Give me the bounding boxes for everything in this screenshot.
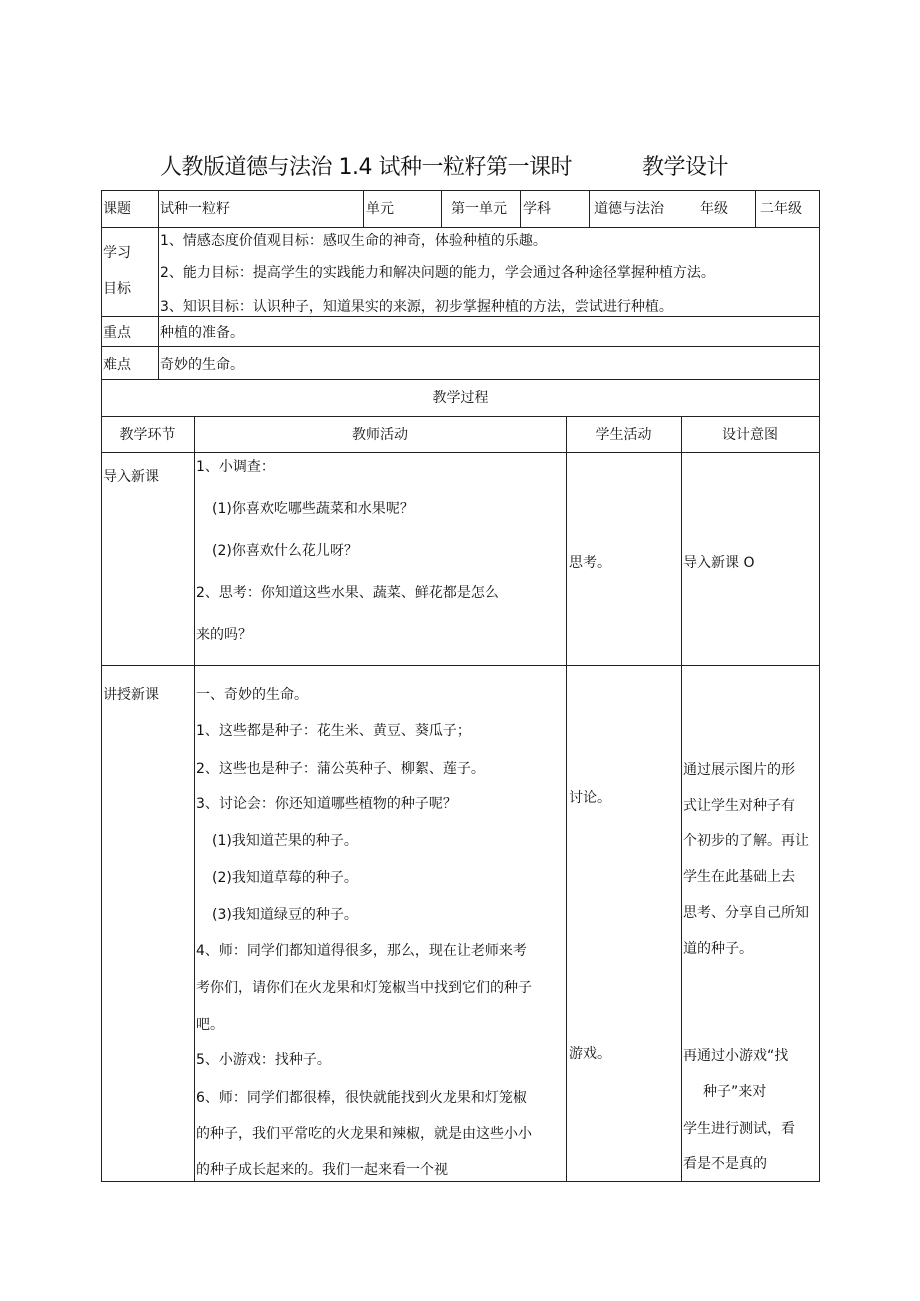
document-title xyxy=(160,150,728,181)
lesson-teacher-line: 的种子成长起来的。我们一起来看一个视 xyxy=(196,1162,448,1178)
lesson-teacher-line: 吧。 xyxy=(196,1017,224,1033)
grade-label: 年级 xyxy=(700,201,728,217)
lesson-teacher-line: 一、奇妙的生命。 xyxy=(196,687,308,703)
lesson-teacher-line: (2)我知道草莓的种子。 xyxy=(212,870,358,886)
column-header-teacher: 教师活动 xyxy=(352,427,408,443)
lesson-intent-line: 再通过小游戏“找 xyxy=(683,1048,789,1064)
lesson-intent-line: 种子”来对 xyxy=(703,1084,767,1100)
topic-label: 课题 xyxy=(103,201,131,217)
lesson-intent-line: 个初步的了解。再让 xyxy=(683,833,809,849)
new-lesson-stage: 讲授新课 xyxy=(103,687,159,703)
intro-teacher-line: (1)你喜欢吃哪些蔬菜和水果呢？ xyxy=(212,501,414,517)
grade-value: 二年级 xyxy=(760,201,802,217)
unit-label: 单元 xyxy=(366,201,394,217)
lesson-teacher-line: 5、小游戏：找种子。 xyxy=(196,1052,331,1068)
unit-value: 第一单元 xyxy=(451,201,507,217)
goals-label-line1: 学习 xyxy=(103,245,131,261)
goal-item: 1、情感态度价值观目标：感叹生命的神奇，体验种植的乐趣。 xyxy=(160,233,547,249)
intro-stage: 导入新课 xyxy=(103,469,159,485)
title-suffix: 教学设计 xyxy=(641,155,728,180)
lesson-intent-line: 学生在此基础上去 xyxy=(683,869,795,885)
intro-student: 思考。 xyxy=(569,555,611,571)
intro-teacher-line: (2)你喜欢什么花儿呀？ xyxy=(212,543,358,559)
lesson-intent-line: 式让学生对种子有 xyxy=(683,798,795,814)
lesson-teacher-line: 考你们，请你们在火龙果和灯笼椒当中找到它们的种子 xyxy=(196,980,532,996)
column-header-stage: 教学环节 xyxy=(119,427,176,443)
difficulty-label: 难点 xyxy=(103,357,131,373)
process-heading: 教学过程 xyxy=(432,390,489,406)
intro-teacher-line: 1、小调查： xyxy=(196,459,275,475)
lesson-intent-line: 学生进行测试，看 xyxy=(683,1121,795,1137)
lesson-student-game: 游戏。 xyxy=(569,1046,611,1062)
intro-intent: 导入新课 O xyxy=(683,555,755,571)
lesson-intent-line: 道的种子。 xyxy=(683,941,753,957)
column-header-student: 学生活动 xyxy=(595,427,652,443)
lesson-intent-line: 通过展示图片的形 xyxy=(683,762,795,778)
intro-teacher-line: 2、思考：你知道这些水果、蔬菜、鲜花都是怎么 xyxy=(196,585,499,601)
lesson-intent-line: 思考、分享自己所知 xyxy=(683,905,809,921)
lesson-teacher-line: 的种子，我们平常吃的火龙果和辣椒，就是由这些小小 xyxy=(196,1126,532,1142)
topic-value: 试种一粒籽 xyxy=(160,201,230,217)
lesson-teacher-line: 6、师：同学们都很棒，很快就能找到火龙果和灯笼椒 xyxy=(196,1090,527,1106)
title-main: 人教版道德与法治 1.4 试种一粒籽第一课时 xyxy=(160,155,572,180)
lesson-teacher-line: 1、这些都是种子：花生米、黄豆、葵瓜子； xyxy=(196,723,471,739)
intro-teacher-line: 来的吗？ xyxy=(196,627,252,643)
goals-label-line2: 目标 xyxy=(103,281,131,297)
key-point-value: 种植的准备。 xyxy=(160,325,244,341)
lesson-intent-line: 看是不是真的 xyxy=(683,1156,767,1172)
goal-item: 2、能力目标：提高学生的实践能力和解决问题的能力，学会通过各种途径掌握种植方法。 xyxy=(160,265,715,281)
lesson-teacher-line: (3)我知道绿豆的种子。 xyxy=(212,907,358,923)
subject-label: 学科 xyxy=(523,201,551,217)
difficulty-value: 奇妙的生命。 xyxy=(160,357,244,373)
lesson-teacher-line: 3、讨论会：你还知道哪些植物的种子呢？ xyxy=(196,796,457,812)
column-header-intent: 设计意图 xyxy=(722,427,778,443)
lesson-teacher-line: 4、师：同学们都知道得很多，那么，现在让老师来考 xyxy=(196,943,527,959)
lesson-student-discuss: 讨论。 xyxy=(569,790,611,806)
key-point-label: 重点 xyxy=(103,325,131,341)
lesson-teacher-line: (1)我知道芒果的种子。 xyxy=(212,833,358,849)
lesson-teacher-line: 2、这些也是种子：蒲公英种子、柳絮、莲子。 xyxy=(196,761,485,777)
goal-item: 3、知识目标：认识种子，知道果实的来源，初步掌握种植的方法，尝试进行种植。 xyxy=(160,299,673,315)
subject-value: 道德与法治 xyxy=(594,201,664,217)
